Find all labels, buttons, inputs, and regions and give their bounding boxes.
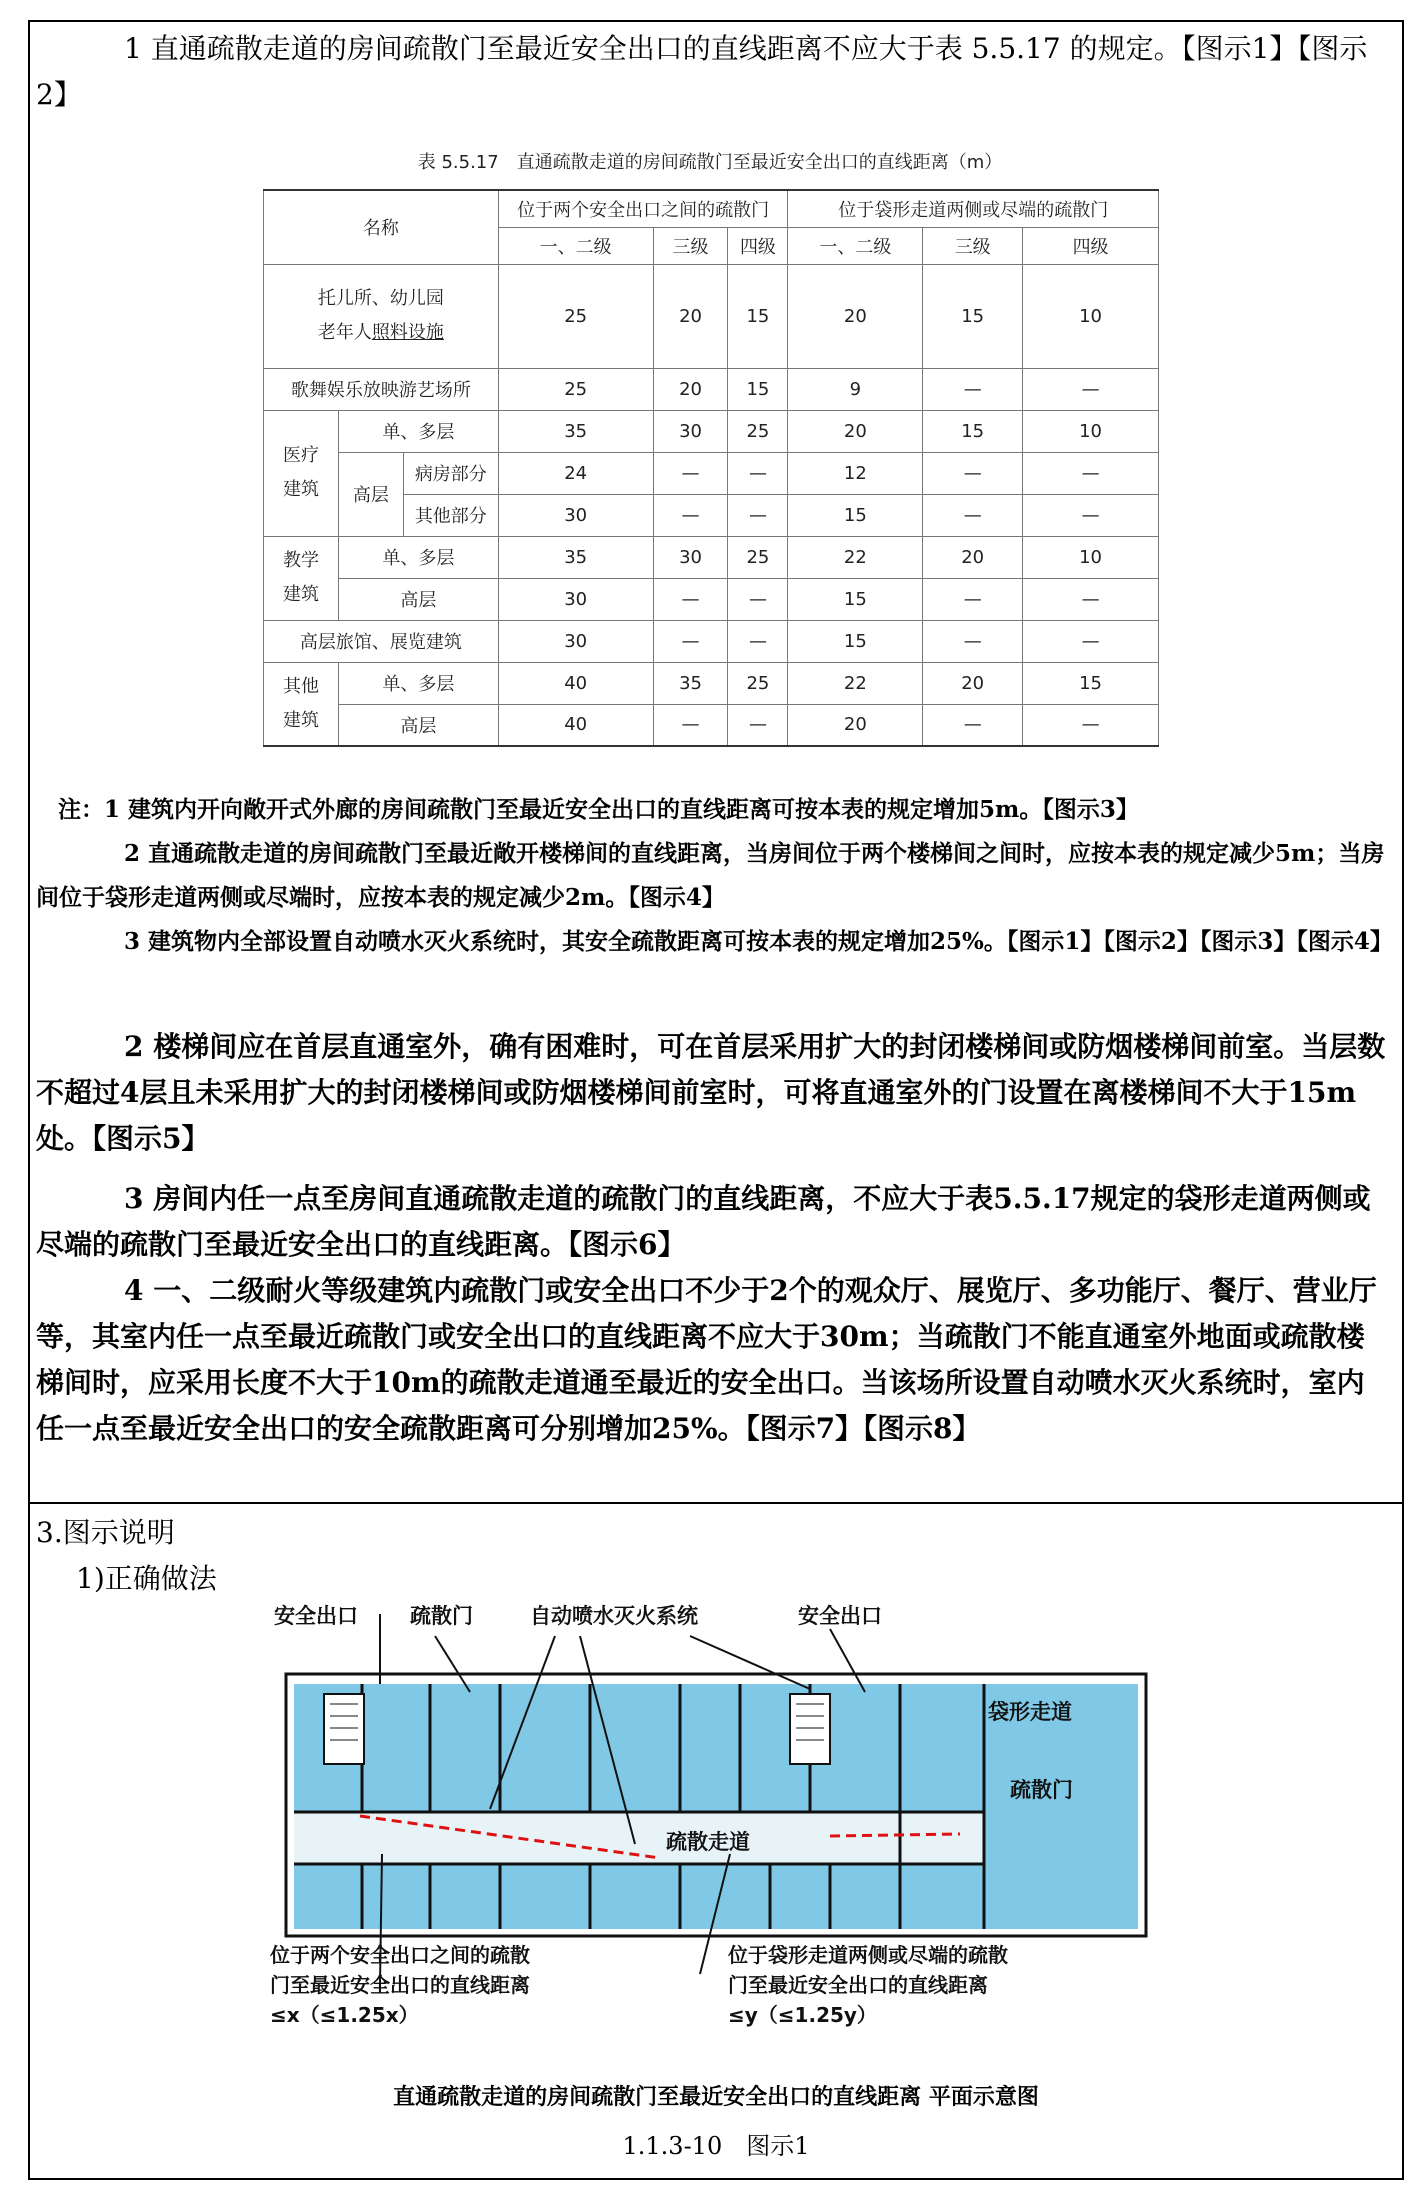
cell: — [653, 704, 728, 746]
section-divider [28, 1502, 1404, 1504]
row-label-single: 单、多层 [338, 662, 498, 704]
header-deadend: 位于袋形走道两侧或尽端的疏散门 [788, 190, 1159, 227]
label-deadend: 袋形走道 [988, 1700, 1072, 1724]
row-label-nursery [264, 264, 499, 368]
row-label-single: 单、多层 [338, 536, 498, 578]
cell: 25 [728, 536, 788, 578]
nursery-line1: 托儿所、幼儿园 [317, 288, 444, 309]
cell: 10 [1023, 536, 1159, 578]
figure-caption: 1.1.3-10 图示1 [622, 2132, 810, 2160]
cell: — [728, 620, 788, 662]
row-label-hotel: 高层旅馆、展览建筑 [264, 620, 499, 662]
note-right-line3: ≤y（≤1.25y） [728, 2003, 877, 2027]
cell: — [653, 452, 728, 494]
cell: — [1023, 704, 1159, 746]
cell: 20 [788, 264, 923, 368]
cell: — [923, 452, 1023, 494]
cell: 15 [728, 368, 788, 410]
cell: 25 [728, 410, 788, 452]
grade-3: 三级 [653, 227, 728, 264]
cell: — [653, 620, 728, 662]
cell: 22 [788, 536, 923, 578]
note-1: 注：1 建筑内开向敞开式外廊的房间疏散门至最近安全出口的直线距离可按本表的规定增加5m。【图示3】 [58, 796, 1139, 823]
row-label-other-part: 其他部分 [403, 494, 498, 536]
nursery-line2a: 老年人 [317, 322, 372, 343]
figure-title: 直通疏散走道的房间疏散门至最近安全出口的直线距离 平面示意图 [393, 2085, 1039, 2110]
header-name: 名称 [264, 190, 499, 264]
cell: 22 [788, 662, 923, 704]
cell: — [653, 494, 728, 536]
grade-12: 一、二级 [788, 227, 923, 264]
cell: — [923, 704, 1023, 746]
cell: 15 [788, 494, 923, 536]
cell: 30 [498, 620, 653, 662]
clause-1: 1 直通疏散走道的房间疏散门至最近安全出口的直线距离不应大于表 5.5.17 的规定。【图示1】【图示2】 [36, 32, 1368, 111]
cell: 40 [498, 662, 653, 704]
floor-plan-figure [270, 1604, 1158, 2034]
cell: — [1023, 452, 1159, 494]
row-label-entertain: 歌舞娱乐放映游艺场所 [264, 368, 499, 410]
cell: 10 [1023, 410, 1159, 452]
note-right [728, 1940, 1008, 2030]
cell: 20 [923, 536, 1023, 578]
cell: 35 [498, 536, 653, 578]
section-3-title: 3.图示说明 [36, 1516, 175, 1549]
cell: 20 [653, 368, 728, 410]
cell: — [923, 620, 1023, 662]
clause-2: 2 楼梯间应在首层直通室外，确有困难时，可在首层采用扩大的封闭楼梯间或防烟楼梯间前室。当层数不超过4层且未采用扩大的封闭楼梯间或防烟楼梯间前室时，可将直通室外的门设置在离楼梯间不大于15m处。【图示5】 [36, 1030, 1386, 1155]
row-label-high: 高层 [338, 452, 403, 536]
grade-4: 四级 [1023, 227, 1159, 264]
cell: 20 [788, 410, 923, 452]
row-label-teaching: 教学建筑 [264, 536, 339, 620]
row-label-single: 单、多层 [338, 410, 498, 452]
cell: 12 [788, 452, 923, 494]
cell: — [1023, 578, 1159, 620]
cell: — [923, 578, 1023, 620]
cell: 15 [788, 578, 923, 620]
label-sprinkler: 自动喷水灭火系统 [530, 1604, 698, 1628]
note-left-line3: ≤x（≤1.25x） [270, 2003, 419, 2027]
note-2: 2 直通疏散走道的房间疏散门至最近敞开楼梯间的直线距离，当房间位于两个楼梯间之间时，应按本表的规定减少5m；当房间位于袋形走道两侧或尽端时，应按本表的规定减少2m。【图示4】 [36, 840, 1385, 911]
row-label-high: 高层 [338, 578, 498, 620]
note-left-line2: 门至最近安全出口的直线距离 [270, 1973, 530, 1997]
note-right-line1: 位于袋形走道两侧或尽端的疏散 [728, 1943, 1008, 1967]
cell: — [728, 704, 788, 746]
cell: 15 [728, 264, 788, 368]
cell: 15 [788, 620, 923, 662]
nursery-line2b: 照料设施 [371, 322, 444, 343]
note-left [270, 1940, 530, 2030]
cell: 10 [1023, 264, 1159, 368]
cell: — [728, 494, 788, 536]
row-label-other: 其他建筑 [264, 662, 339, 746]
clause-4: 4 一、二级耐火等级建筑内疏散门或安全出口不少于2个的观众厅、展览厅、多功能厅、餐厅、营业厅等，其室内任一点至最近疏散门或安全出口的直线距离不应大于30m；当疏散门不能直通室外地面或疏散楼梯间时，应采用长度不大于10m的疏散走道通至最近的安全出口。当该场所设置自动喷水灭火系统时，室内任一点至最近安全出口的安全疏散距离可分别增加25%。【图示7】【图示8】 [36, 1274, 1377, 1445]
cell: 20 [653, 264, 728, 368]
cell: 40 [498, 704, 653, 746]
note-left-line1: 位于两个安全出口之间的疏散 [270, 1943, 530, 1967]
cell: 30 [653, 410, 728, 452]
cell: — [1023, 368, 1159, 410]
cell: 35 [498, 410, 653, 452]
table-title: 表 5.5.17 直通疏散走道的房间疏散门至最近安全出口的直线距离（m） [417, 152, 1003, 173]
label-exit-right: 安全出口 [798, 1604, 882, 1628]
subsection-correct: 1)正确做法 [76, 1562, 217, 1595]
cell: 15 [923, 410, 1023, 452]
header-between: 位于两个安全出口之间的疏散门 [498, 190, 788, 227]
label-door: 疏散门 [410, 1604, 473, 1628]
row-label-ward: 病房部分 [403, 452, 498, 494]
cell: 30 [653, 536, 728, 578]
cell: 35 [653, 662, 728, 704]
cell: — [728, 578, 788, 620]
clause-3: 3 房间内任一点至房间直通疏散走道的疏散门的直线距离，不应大于表5.5.17规定的袋形走道两侧或尽端的疏散门至最近安全出口的直线距离。【图示6】 [36, 1182, 1371, 1261]
cell: — [923, 368, 1023, 410]
note-right-line2: 门至最近安全出口的直线距离 [728, 1973, 988, 1997]
note-3: 3 建筑物内全部设置自动喷水灭火系统时，其安全疏散距离可按本表的规定增加25%。【图示1】【图示2】【图示3】【图示4】 [124, 928, 1393, 955]
cell: — [923, 494, 1023, 536]
cell: 24 [498, 452, 653, 494]
cell: 15 [1023, 662, 1159, 704]
cell: — [1023, 620, 1159, 662]
row-label-medical: 医疗建筑 [264, 410, 339, 536]
cell: 30 [498, 578, 653, 620]
grade-12: 一、二级 [498, 227, 653, 264]
cell: 30 [498, 494, 653, 536]
cell: 20 [923, 662, 1023, 704]
grade-3: 三级 [923, 227, 1023, 264]
cell: 25 [498, 264, 653, 368]
cell: 9 [788, 368, 923, 410]
label-door-deadend: 疏散门 [1010, 1778, 1073, 1802]
cell: — [653, 578, 728, 620]
cell: 15 [923, 264, 1023, 368]
row-label-high: 高层 [338, 704, 498, 746]
label-exit-left: 安全出口 [274, 1604, 358, 1628]
grade-4: 四级 [728, 227, 788, 264]
label-corridor: 疏散走道 [666, 1830, 750, 1854]
cell: — [1023, 494, 1159, 536]
cell: 25 [728, 662, 788, 704]
distance-table [263, 189, 1159, 747]
cell: 25 [498, 368, 653, 410]
cell: 20 [788, 704, 923, 746]
cell: — [728, 452, 788, 494]
